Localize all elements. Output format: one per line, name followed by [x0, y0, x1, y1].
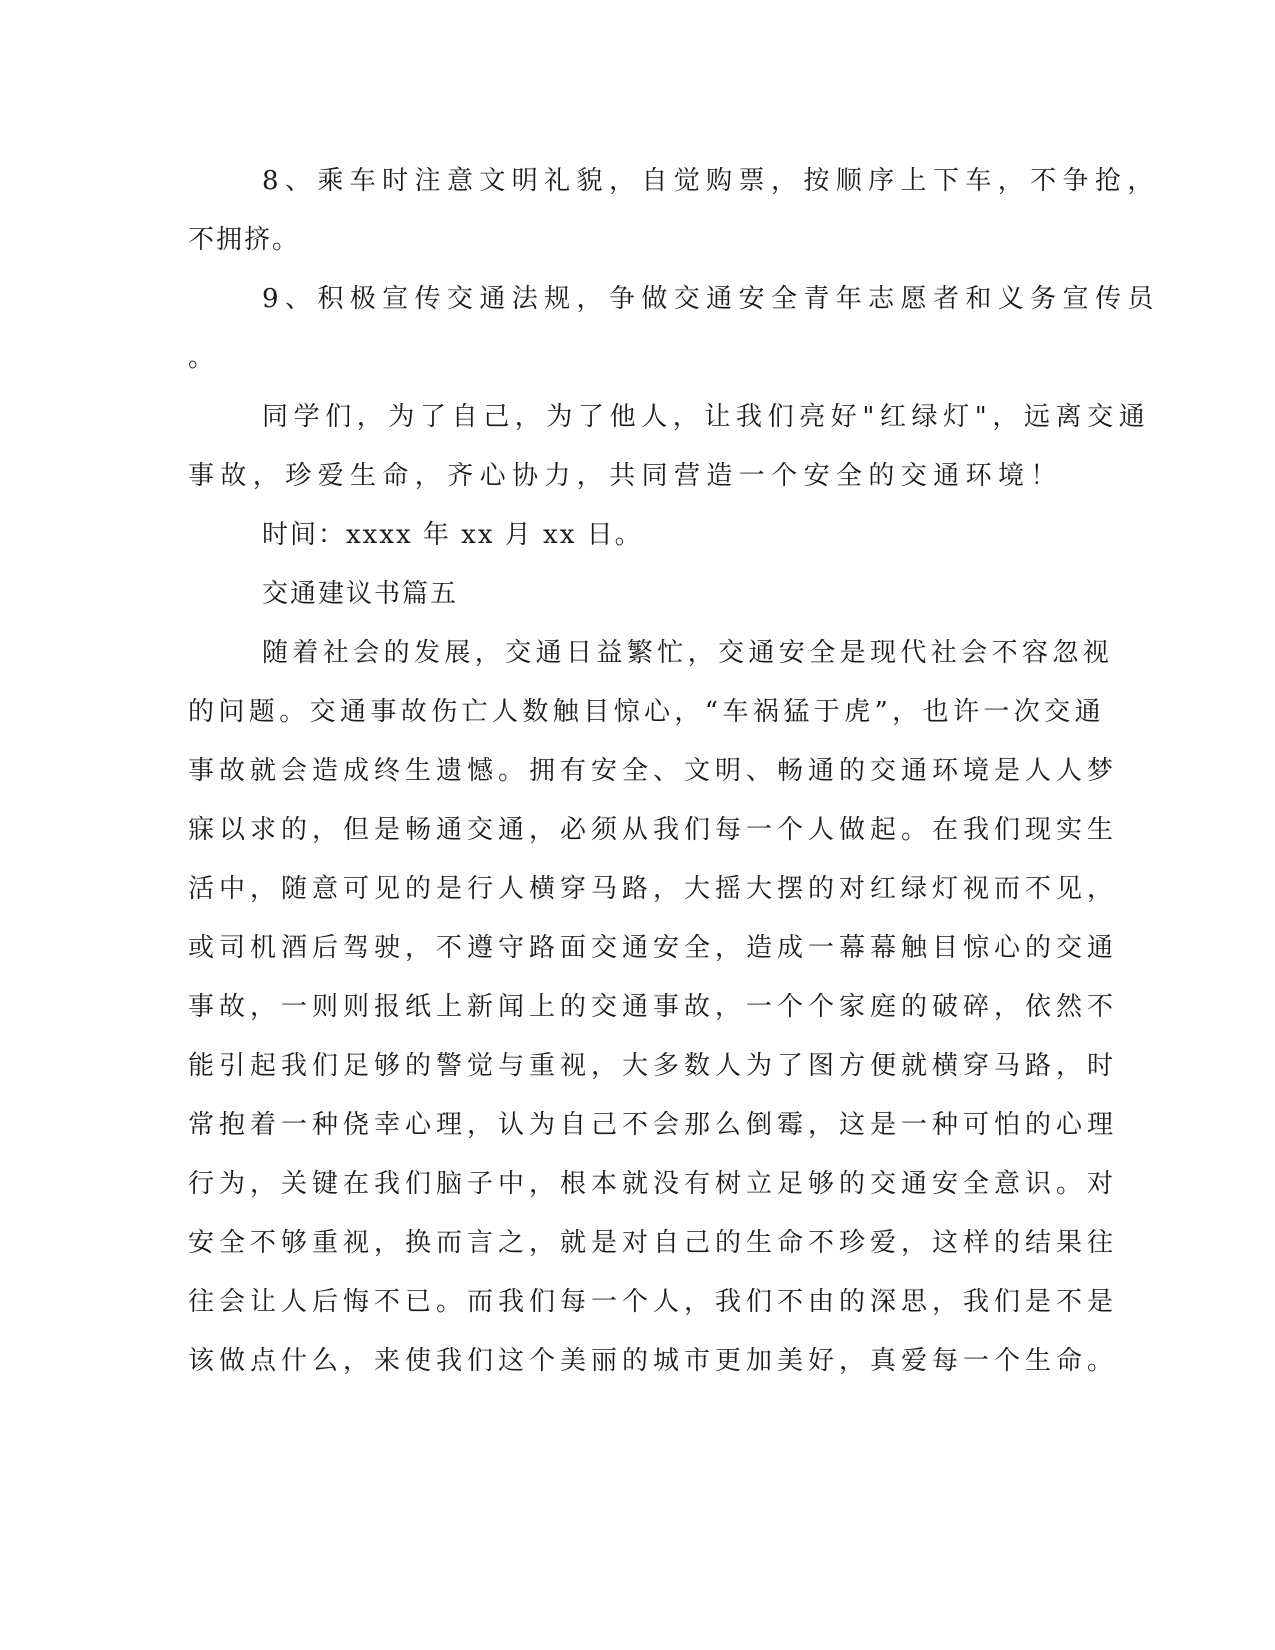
list-item-8-line-2: 不拥挤。 [188, 225, 301, 255]
date-line: 时间：xxxx 年 xx 月 xx 日。 [262, 520, 643, 550]
list-item-9-line-2: 。 [188, 343, 215, 373]
list-item-9-line-1: 9、积极宣传交通法规，争做交通安全青年志愿者和义务宣传员 [262, 284, 1160, 314]
body-paragraph-line-6: 或司机酒后驾驶，不遵守路面交通安全，造成一幕幕触目惊心的交通 [188, 933, 1119, 963]
body-paragraph-line-5: 活中，随意可见的是行人横穿马路，大摇大摆的对红绿灯视而不见， [188, 874, 1119, 904]
body-paragraph-line-7: 事故，一则则报纸上新闻上的交通事故，一个个家庭的破碎，依然不 [188, 992, 1119, 1022]
body-paragraph-line-3: 事故就会造成终生遗憾。拥有安全、文明、畅通的交通环境是人人梦 [188, 756, 1119, 786]
closing-paragraph-line-1: 同学们，为了自己，为了他人，让我们亮好"红绿灯"，远离交通 [262, 402, 1151, 432]
body-paragraph-line-9: 常抱着一种侥幸心理，认为自己不会那么倒霉，这是一种可怕的心理 [188, 1110, 1119, 1140]
section-title: 交通建议书篇五 [262, 579, 459, 609]
body-paragraph-line-2: 的问题。交通事故伤亡人数触目惊心，“车祸猛于虎”，也许一次交通 [188, 697, 1105, 727]
body-paragraph-line-8: 能引起我们足够的警觉与重视，大多数人为了图方便就横穿马路，时 [188, 1051, 1119, 1081]
body-paragraph-line-4: 寐以求的，但是畅通交通，必须从我们每一个人做起。在我们现实生 [188, 815, 1119, 845]
body-paragraph-line-1: 随着社会的发展，交通日益繁忙，交通安全是现代社会不容忽视 [262, 638, 1114, 668]
body-paragraph-line-13: 该做点什么，来使我们这个美丽的城市更加美好，真爱每一个生命。 [188, 1346, 1119, 1376]
list-item-8-line-1: 8、乘车时注意文明礼貌，自觉购票，按顺序上下车，不争抢， [262, 166, 1160, 196]
body-paragraph-line-12: 往会让人后悔不已。而我们每一个人，我们不由的深思，我们是不是 [188, 1287, 1119, 1317]
body-paragraph-line-11: 安全不够重视，换而言之，就是对自己的生命不珍爱，这样的结果往 [188, 1228, 1119, 1258]
closing-paragraph-line-2: 事故，珍爱生命，齐心协力，共同营造一个安全的交通环境！ [188, 461, 1063, 491]
body-paragraph-line-10: 行为，关键在我们脑子中，根本就没有树立足够的交通安全意识。对 [188, 1169, 1119, 1199]
